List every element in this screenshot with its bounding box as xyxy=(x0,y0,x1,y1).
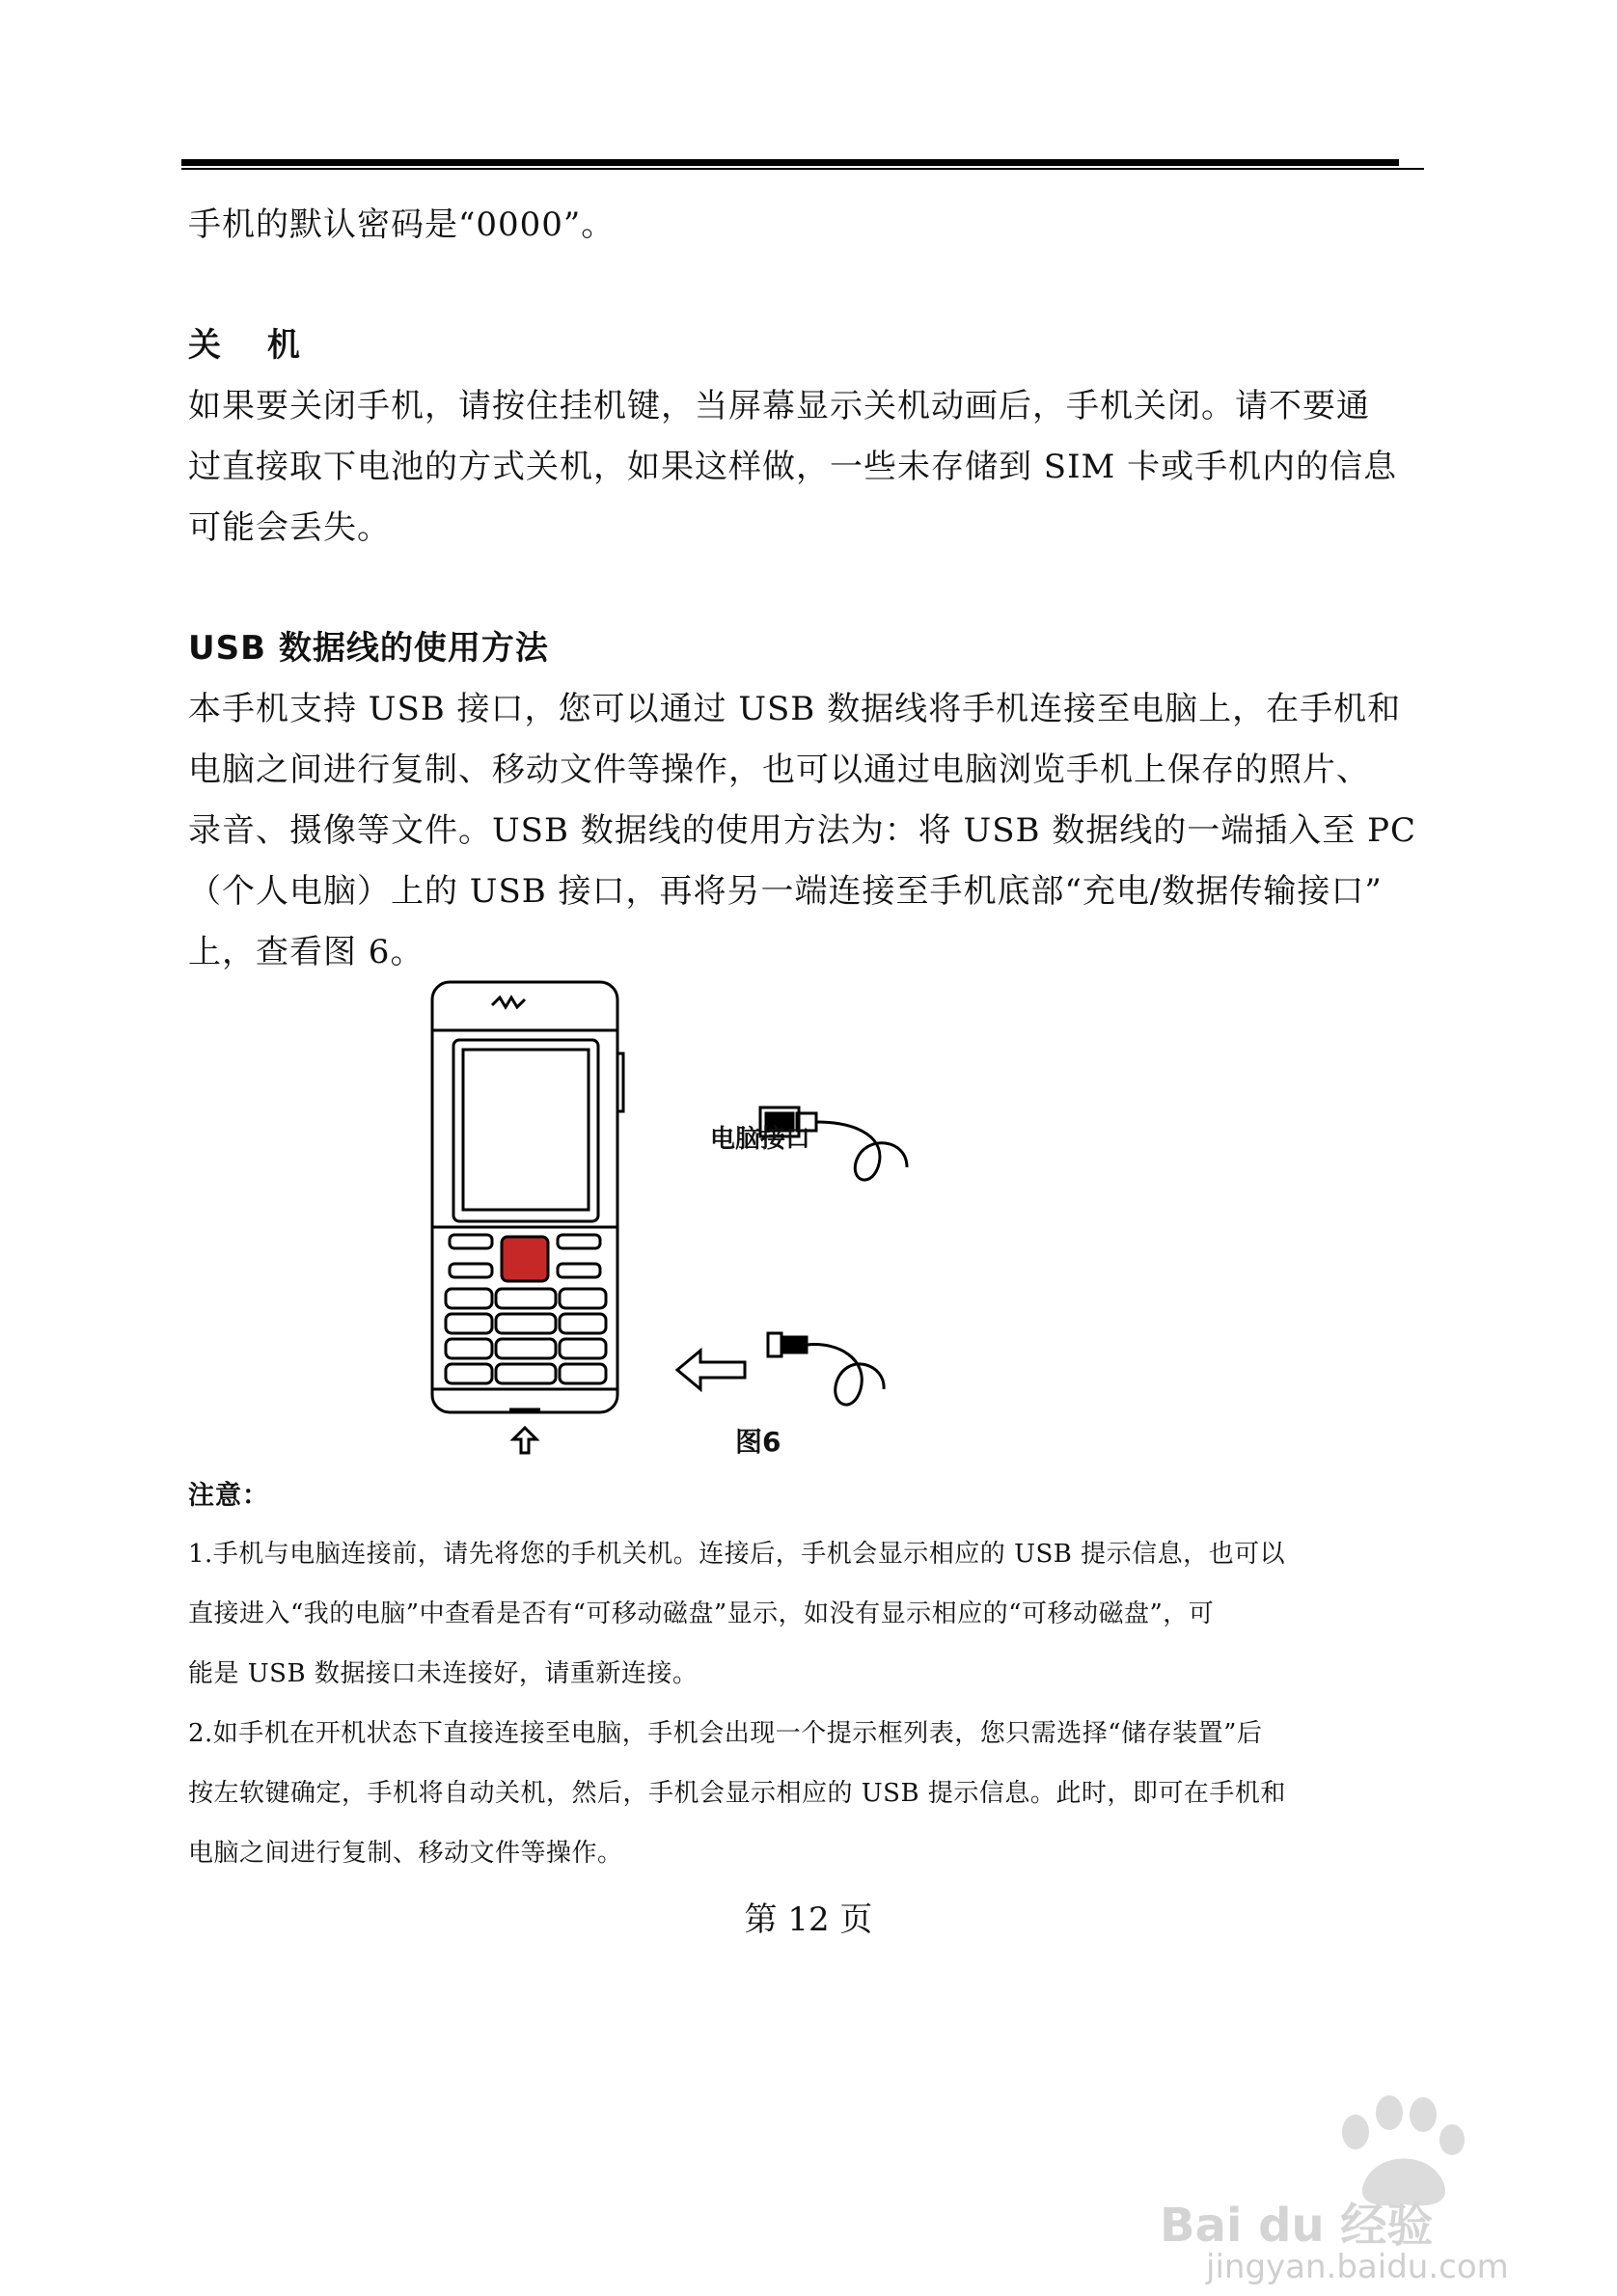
usb-line-1: 本手机支持 USB 接口，您可以通过 USB 数据线将手机连接至电脑上，在手机和 xyxy=(188,690,1402,728)
pc-port-label: 电脑接口 xyxy=(710,1125,811,1154)
note-line-4: 2.如手机在开机状态下直接连接至电脑，手机会出现一个提示框列表，您只需选择“储存装置”后 xyxy=(188,1719,1263,1748)
power-off-line-1: 如果要关闭手机，请按住挂机键，当屏幕显示关机动画后，手机关闭。请不要通 xyxy=(188,387,1370,425)
figure-caption: 图6 xyxy=(735,1426,781,1458)
power-off-line-3: 可能会丢失。 xyxy=(188,508,391,547)
phone-illustration xyxy=(432,982,623,1412)
usb-line-2: 电脑之间进行复制、移动文件等操作，也可以通过电脑浏览手机上保存的照片、 xyxy=(188,751,1370,789)
watermark-brand: Bai du 经验 xyxy=(1160,2199,1434,2253)
header-rule xyxy=(181,159,1399,166)
page-number: 第 12 页 xyxy=(744,1900,873,1939)
usb-line-3: 录音、摄像等文件。USB 数据线的使用方法为：将 USB 数据线的一端插入至 PC xyxy=(188,811,1416,850)
upload-arrow-icon xyxy=(513,1428,536,1453)
header-rule-thin xyxy=(181,168,1424,170)
power-off-line-2: 过直接取下电池的方式关机，如果这样做，一些未存储到 SIM 卡或手机内的信息 xyxy=(188,448,1398,486)
usb-line-5: 上，查看图 6。 xyxy=(188,933,425,971)
note-line-5: 按左软键确定，手机将自动关机，然后，手机会显示相应的 USB 提示信息。此时，即可在手机和 xyxy=(188,1779,1286,1808)
intro-line: 手机的默认密码是“0000”。 xyxy=(188,205,616,244)
note-line-1: 1.手机与电脑连接前，请先将您的手机关机。连接后，手机会显示相应的 USB 提示信息，也可以 xyxy=(188,1540,1286,1569)
note-line-6: 电脑之间进行复制、移动文件等操作。 xyxy=(188,1839,623,1868)
figure-phone-usb xyxy=(425,974,1042,1457)
usb-heading: USB 数据线的使用方法 xyxy=(188,629,549,668)
left-arrow-icon xyxy=(677,1351,745,1389)
note-line-2: 直接进入“我的电脑”中查看是否有“可移动磁盘”显示，如没有显示相应的“可移动磁盘”，可 xyxy=(188,1599,1215,1628)
phone-usb-plug-icon xyxy=(768,1333,884,1405)
usb-line-4: （个人电脑）上的 USB 接口，再将另一端连接至手机底部“充电/数据传输接口” xyxy=(188,872,1383,911)
power-off-heading: 关 机 xyxy=(188,326,317,365)
note-line-3: 能是 USB 数据接口未连接好，请重新连接。 xyxy=(188,1659,699,1688)
notes-title: 注意： xyxy=(188,1481,269,1511)
watermark-url: jingyan.baidu.com xyxy=(1206,2248,1509,2286)
